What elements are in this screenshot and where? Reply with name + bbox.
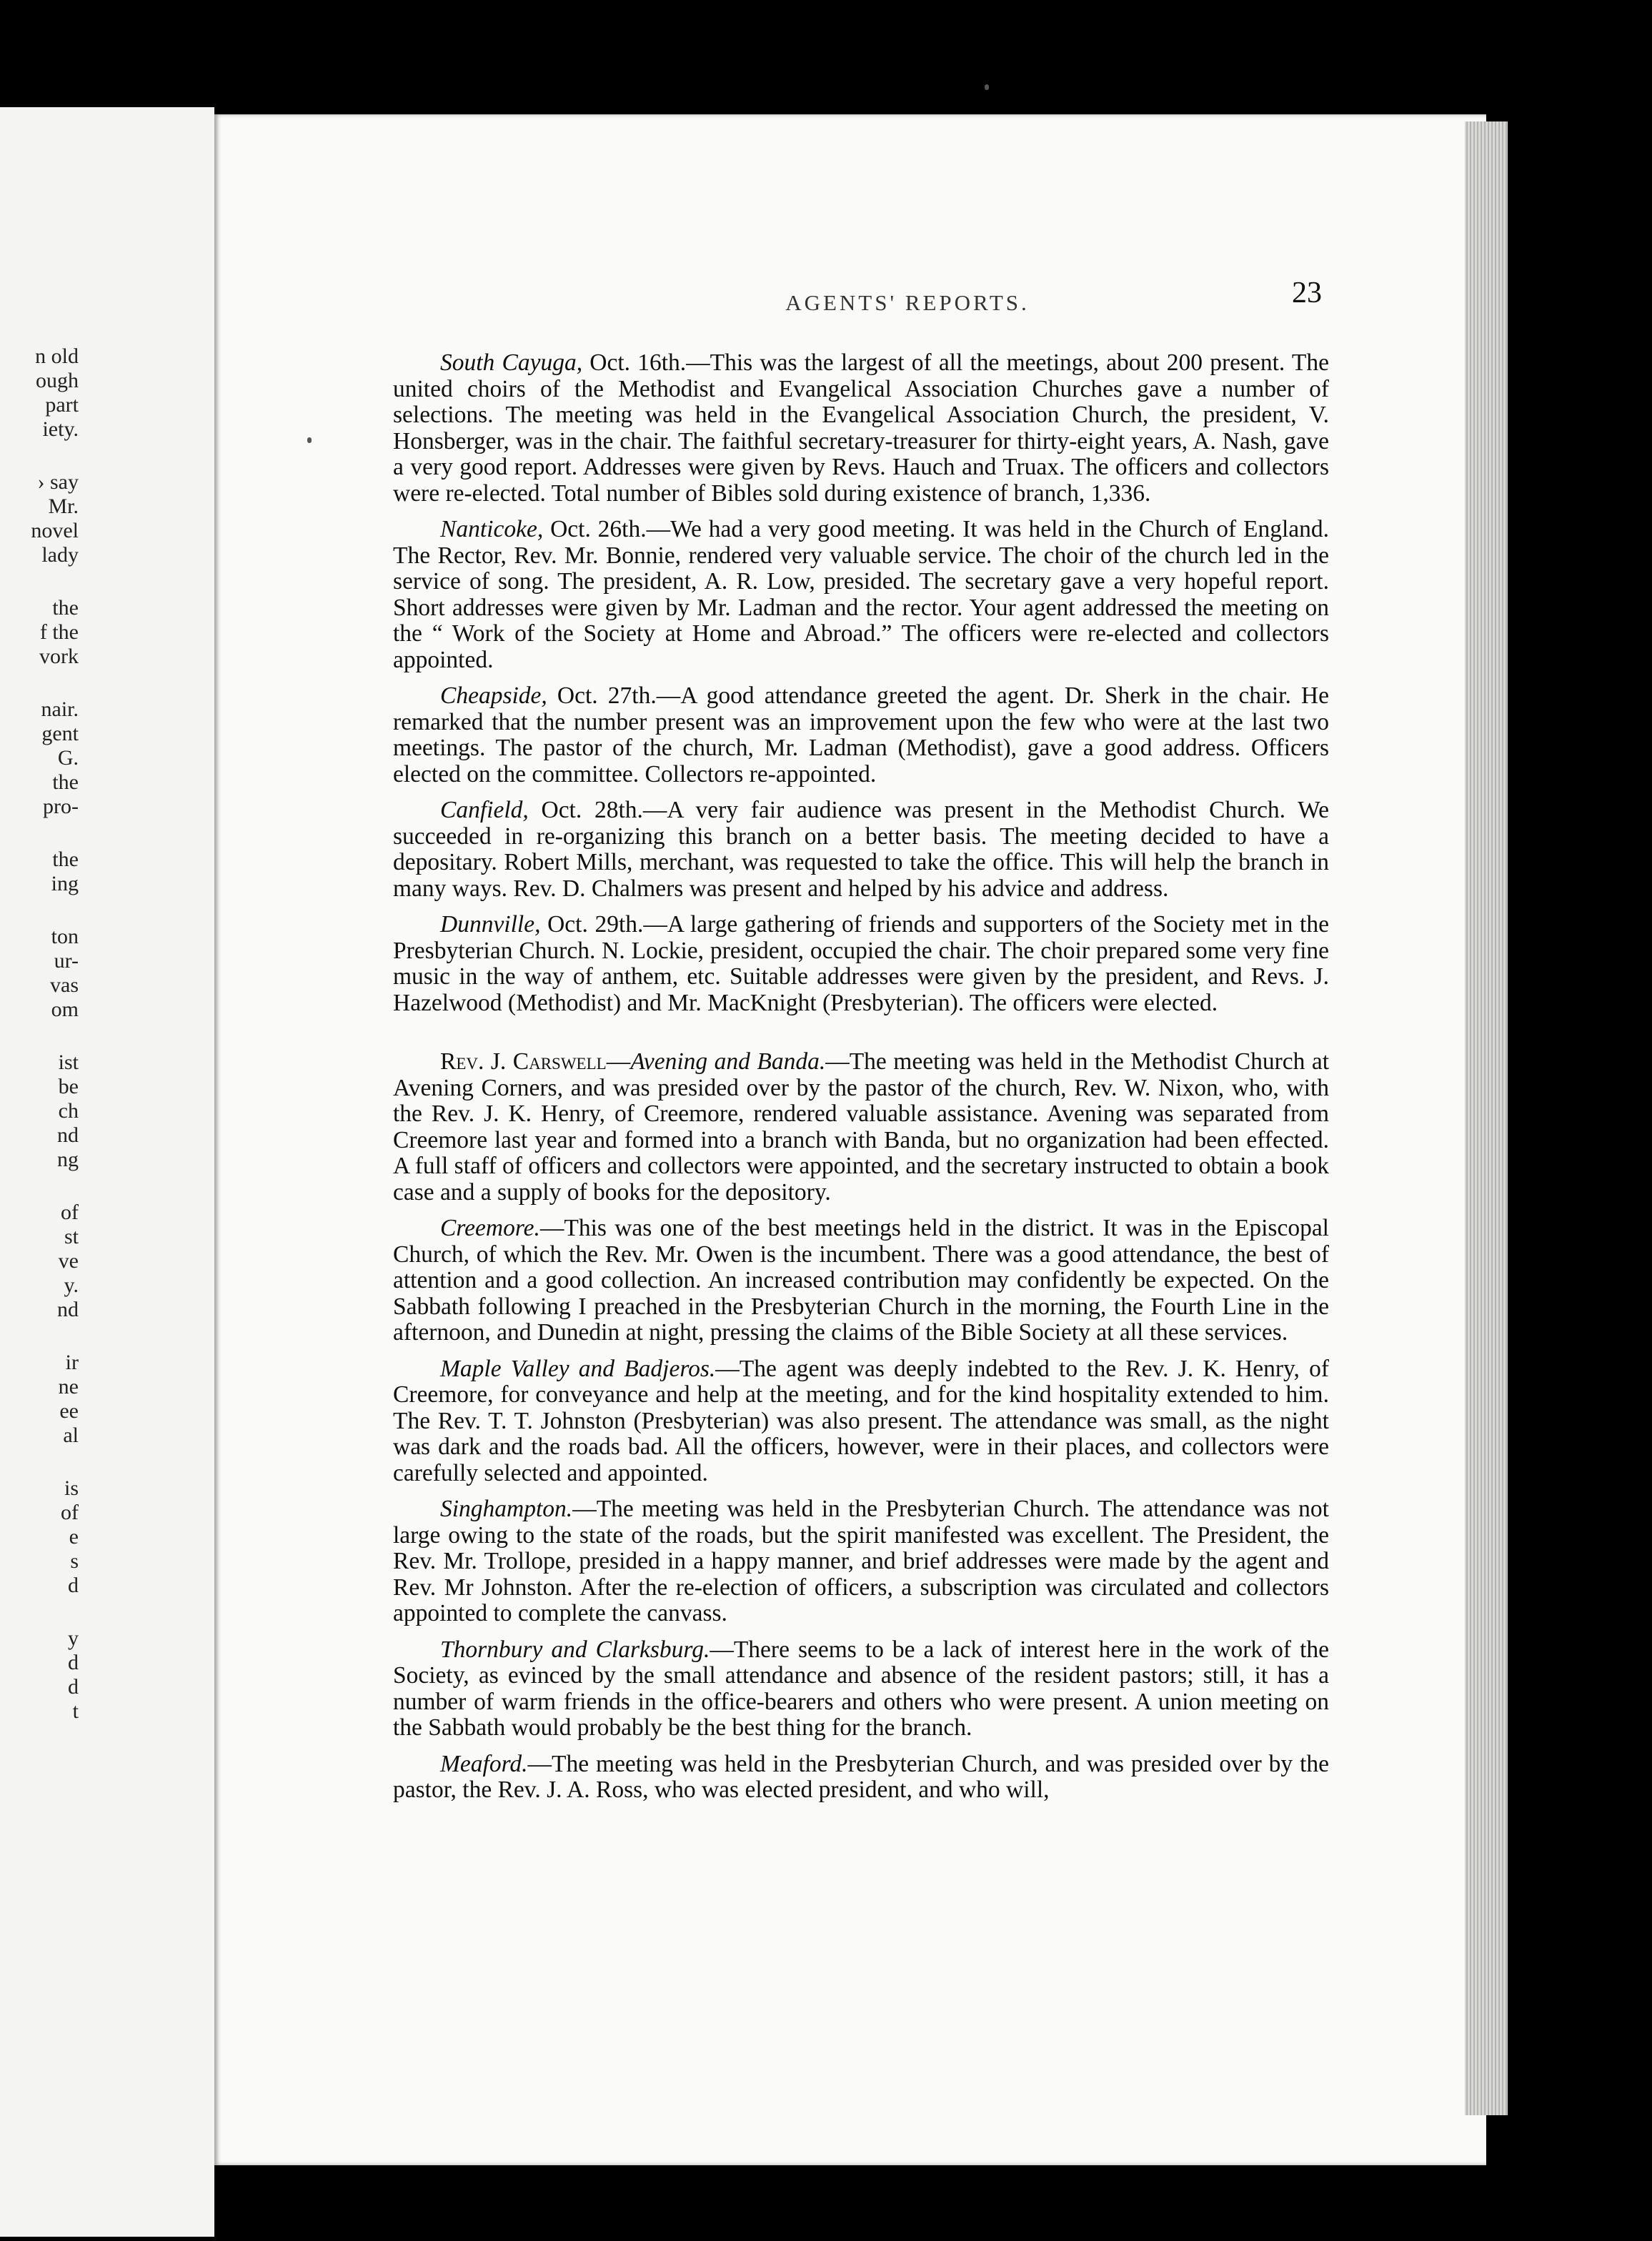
left-fragment-line: al (63, 1423, 79, 1447)
report-paragraph (393, 1356, 1329, 1487)
report-paragraph (393, 912, 1329, 1016)
left-fragment-line: ing (51, 872, 79, 895)
left-fragment-line: Mr. (48, 495, 79, 518)
page-edge (1465, 121, 1508, 2115)
paragraph-text: —The meeting was held in the Methodist Church at Avening Corners, and was presided over by the pastor of the church, Rev. W. Nixon, who, with the Rev. J. K. Henry, of Creemore, rendered valuable assistance. Avening was separated from Creemore last year and formed into a branch with Banda, but no organization had been effected. A full staff of officers and collectors were appointed, and the secretary instructed to obtain a book case and a supply of books for the depository. (393, 1048, 1330, 1206)
place-name: Cheapside, (440, 682, 547, 709)
left-fragment-line: gent (41, 722, 79, 745)
report-paragraph (393, 517, 1329, 673)
left-fragment-line: is (64, 1476, 79, 1500)
left-fragment-line: ur- (54, 949, 79, 973)
left-fragment-line: vork (39, 645, 79, 668)
left-fragment-line: vas (50, 973, 79, 997)
left-fragment-line: n old (35, 344, 79, 368)
left-fragment-line: ton (51, 925, 79, 948)
left-fragment-line: the (52, 596, 79, 620)
place-name: South Cayuga, (440, 349, 583, 376)
paragraph-text: Oct. 27th.—A good attendance greeted the agent. Dr. Sherk in the chair. He remarked that the number present was an improvement upon the few who were at the last two meetings. The pastor of the church, Mr. Ladman (Methodist), gave a good address. Officers elected on the committee. Collectors re-appointed. (393, 682, 1329, 787)
left-fragment-line: d (68, 1651, 79, 1674)
fragment-gap (0, 819, 79, 848)
fragment-gap (0, 1022, 79, 1050)
left-fragment-line: ve (58, 1249, 79, 1273)
paragraph-text: —There seems to be a lack of interest here in the work of the Society, as evinced by the small attendance and absence of the resident pastors; still, it has a number of warm friends in the office-bearers and others who were present. A union meeting on the Sabbath would probably be the best thing for the branch. (393, 1636, 1329, 1741)
report-paragraph (393, 797, 1329, 902)
left-fragment-line: d (68, 1574, 79, 1597)
left-fragment-line: G. (57, 746, 79, 770)
left-fragment-line: of (61, 1201, 79, 1224)
paragraph-text: Oct. 16th.—This was the largest of all the meetings, about 200 present. The united choirs of the Methodist and Evangelical Association Churches gave a number of selections. The meeting was held in the Evangelical Association Church, the president, V. Honsberger, was in the chair. The faithful secretary-treasurer for thirty-eight years, A. Nash, gave a very good report. Addresses were given by Revs. Hauch and Truax. The officers and collectors were re-elected. Total number of Bibles sold during existence of branch, 1,336. (393, 349, 1329, 507)
left-fragment-line: ch (58, 1099, 79, 1123)
left-fragment-line: the (52, 770, 79, 794)
fragment-gap (0, 669, 79, 697)
paragraph-text: Oct. 28th.—A very fair audience was present in the Methodist Church. We succeeded in re-organizing this branch on a better basis. The meeting decided to have a depositary. Robert Mills, merchant, was requested to take the office. This will help the branch in many ways. Rev. D. Chalmers was present and helped by his advice and address. (393, 797, 1329, 902)
left-fragment-line: pro- (43, 795, 79, 818)
place-name: Thornbury and Clarksburg. (440, 1636, 710, 1663)
running-head: AGENTS' REPORTS. (785, 290, 1030, 315)
left-fragment-line: st (64, 1225, 79, 1248)
report-paragraph (393, 1216, 1329, 1346)
fragment-gap (0, 1322, 79, 1351)
left-page-text-fragments (0, 344, 79, 1724)
fragment-gap (0, 442, 79, 470)
left-fragment-line: the (52, 848, 79, 871)
paragraph-text: —This was one of the best meetings held in the district. It was in the Episcopal Church, of which the Rev. Mr. Owen is the incumbent. There was a good attendance, the best of attention and a good collection. An increased contribution may confidently be expected. On the Sabbath following I preached in the Presbyterian Church in the morning, the Fourth Line in the afternoon, and Dunedin at night, pressing the claims of the Bible Society at all these services. (393, 1215, 1329, 1346)
book-page (214, 114, 1486, 2165)
agent-name: Rev. J. Carswell— (440, 1048, 631, 1075)
paragraph-text: —The agent was deeply indebted to the Rev. J. K. Henry, of Creemore, for conveyance and help at the meeting, and for the kind hospitality extended to him. The Rev. T. T. Johnston (Presbyterian) was also present. The attendance was small, as the night was dark and the roads bad. All the officers, however, were in their places, and collectors were carefully selected and appointed. (393, 1355, 1329, 1486)
left-facing-page (0, 107, 214, 2237)
left-fragment-line: e (69, 1525, 79, 1549)
left-fragment-line: f the (39, 620, 79, 644)
fragment-gap (0, 1598, 79, 1626)
left-fragment-line: nair. (41, 697, 79, 721)
place-name: Dunnville, (440, 911, 541, 938)
left-fragment-line: ir (65, 1351, 79, 1374)
place-name: Canfield, (440, 797, 529, 823)
left-fragment-line: s (70, 1549, 79, 1573)
left-fragment-line: ist (58, 1050, 79, 1074)
report-paragraph (393, 350, 1329, 507)
left-fragment-line: ne (58, 1375, 79, 1398)
paragraph-text: Oct. 29th.—A large gathering of friends and supporters of the Society met in the Presbyterian Church. N. Lockie, president, occupied the chair. The choir prepared some very fine music in the way of anthem, etc. Suitable addresses were given by the president, and Revs. J. Hazelwood (Methodist) and Mr. MacKnight (Presbyterian). The officers were elected. (393, 911, 1329, 1016)
left-fragment-line: ee (59, 1399, 79, 1423)
place-name: Avening and Banda. (630, 1048, 826, 1075)
left-fragment-line: y (68, 1626, 79, 1650)
fragment-gap (0, 1448, 79, 1476)
carswell-paragraph (393, 1049, 1329, 1206)
page-header (214, 277, 1486, 326)
place-name: Singhampton. (440, 1496, 573, 1522)
paragraph-text: —The meeting was held in the Presbyterian Church. The attendance was not large owing to the state of the roads, but the spirit manifested was excellent. The President, the Rev. Mr. Trollope, presided in a happy manner, and brief addresses were made by the agent and Rev. Mr Johnston. After the re-election of officers, a subscription was circulated and collectors appointed to complete the canvass. (393, 1496, 1329, 1626)
left-fragment-line: nd (57, 1298, 79, 1321)
stray-mark (307, 437, 312, 443)
left-fragment-line: om (51, 998, 79, 1021)
page-number: 23 (1292, 277, 1322, 309)
report-paragraph (393, 683, 1329, 787)
left-fragment-line: novel (31, 519, 79, 542)
left-fragment-line: d (68, 1675, 79, 1699)
left-fragment-line: y. (64, 1273, 79, 1297)
left-fragment-line: of (61, 1501, 79, 1524)
left-fragment-line: ng (57, 1148, 79, 1171)
left-fragment-line: › say (37, 470, 79, 494)
left-fragment-line: ough (36, 369, 79, 392)
left-fragment-line: lady (41, 543, 79, 567)
report-body (393, 350, 1329, 1814)
left-fragment-line: part (45, 393, 79, 417)
report-paragraph (393, 1751, 1329, 1804)
left-fragment-line: nd (57, 1123, 79, 1147)
place-name: Meaford. (440, 1750, 528, 1777)
paragraph-text: —The meeting was held in the Presbyterian Church, and was presided over by the pastor, the Rev. J. A. Ross, who was elected president, and who will, (393, 1750, 1329, 1803)
place-name: Maple Valley and Badjeros. (440, 1355, 716, 1382)
report-paragraph (393, 1637, 1329, 1741)
fragment-gap (0, 896, 79, 925)
fragment-gap (0, 1172, 79, 1201)
place-name: Creemore. (440, 1215, 540, 1241)
fragment-gap (0, 567, 79, 596)
paragraph-text: Oct. 26th.—We had a very good meeting. It was held in the Church of England. The Rector, Rev. Mr. Bonnie, rendered very valuable service. The choir of the church led in the service of song. The president, A. R. Low, presided. The secretary gave a very hopeful report. Short addresses were given by Mr. Ladman and the rector. Your agent addressed the meeting on the “ Work of the Society at Home and Abroad.” The officers were re-elected and collectors appointed. (393, 516, 1329, 673)
left-fragment-line: be (58, 1075, 79, 1098)
stray-mark (985, 84, 989, 90)
report-paragraph (393, 1496, 1329, 1627)
place-name: Nanticoke, (440, 516, 544, 542)
left-fragment-line: iety. (42, 417, 79, 441)
left-fragment-line: t (72, 1699, 79, 1723)
